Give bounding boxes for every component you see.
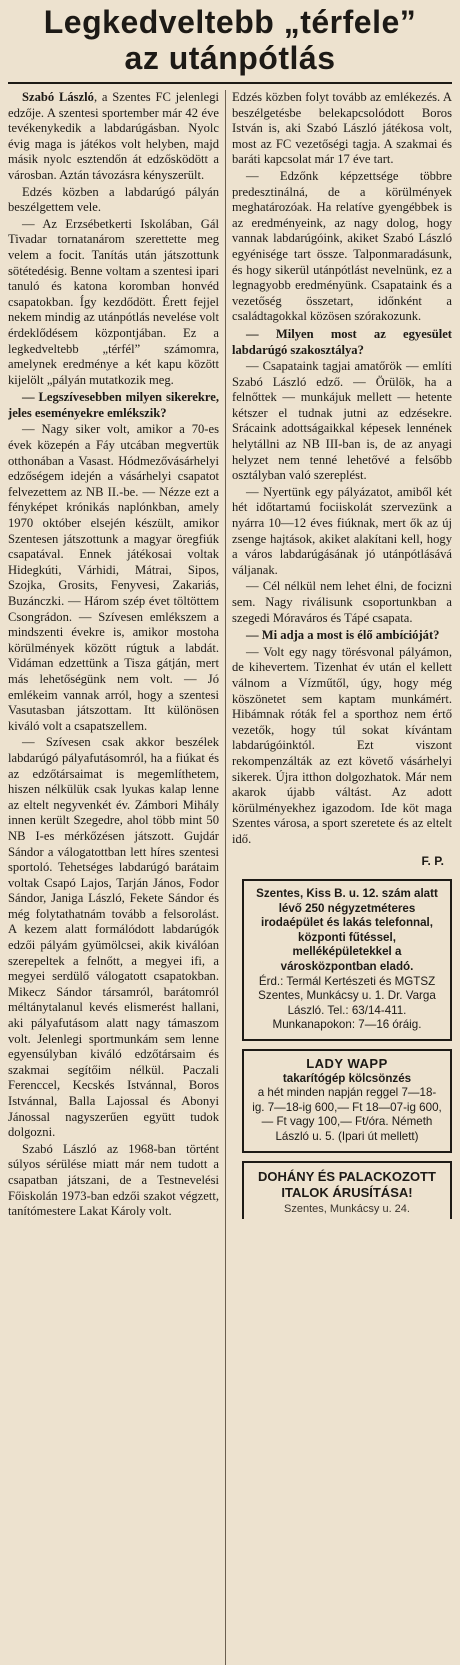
paragraph: — Nyertünk egy pályázatot, amiből két hét időtartamú fociiskolát szervezünk a nyárra 10—12 éves fiúknak, mert ők az új zsenge hajtások, akiket alakítani kell, hogy a város labdarúgásának jó utánpótlásává váljanak. — [232, 484, 452, 577]
headline-line-2: az utánpótlás — [124, 40, 336, 76]
paragraph: — Cél nélkül nem lehet élni, de focizni sem. Nagy riválisunk csoportunkban a szegedi Móraváros és Tápé csapata. — [232, 579, 452, 625]
cleaning-ad-title: LADY WAPP — [306, 1056, 388, 1072]
lead-name: Szabó László — [22, 90, 94, 104]
interview-question: — Milyen most az egyesület labdarúgó szakosztálya? — [232, 326, 452, 357]
real-estate-ad-contact: Érd.: Termál Kertészeti és MGTSZ Szentes, Munkácsy u. 1. Dr. Varga László. Tel.: 63/14-411. Munkanapokon: 7—16 óráig. — [258, 974, 436, 1032]
headline-line-1: Legkedveltebb „térfele” — [43, 4, 417, 40]
paragraph: — Az Erzsébetkerti Iskolában, Gál Tivadar tornatanárom szerettette meg velem a focit. Tanítás után játszottunk sötétedésig. Benne voltam a szentesi ipari tanuló és katona koromban honvéd csapatokban. Így kezdődött. Érett fejjel nekem mindig az utánpótlás nevelése volt érdeklődésem központjában. Ez a legkedveltebb „térfél” számomra, amelynek eredménye a két kapu között kijelölt „pályán mutatkozik meg. — [8, 216, 219, 387]
real-estate-ad — [242, 879, 452, 1041]
real-estate-ad-headline: Szentes, Kiss B. u. 12. szám alatt lévő 250 négyzetméteres irodaépület és lakás telefonnal, központi fűtéssel, melléképületekkel a városközpontban eladó. — [256, 887, 438, 974]
cleaning-machine-ad — [242, 1049, 452, 1153]
paragraph: — Szívesen csak akkor beszélek labdarúgó pályafutásomról, ha a fiúkat és az edzőtársaimat is megemlíthetem, hiszen nélkülük csak lyukas kalap lenne az eltelt negyvenkét év. Zámbori Mihály innen került Szegedre, ahol több mint 50 NB I-es mérkőzésen játszott. Gujdár Sándor a válogatottban lett híres szentesi sportoló. Tehetséges labdarúgó barátaim voltak Csapó Lajos, Tarján János, Fodor Sándor, Janiga László, Fekete Sándor és még folytathatnám tovább a felsorolást. A kezem alatt formálódott labdarúgók edzői pályám gyümölcsei, akik kiválóan szerepeltek a felnőtt, a megyei ifi, a megyei serdülő válogatott csapatokban. Mikecz Sándor társamról, barátomról méltánytalanul kevés elismerést hallani, aki pályafutásom alatt nagy támaszom volt. Jelenlegi sportmunkám sem lenne egyensúlyban kiváló edzőtársaim és szakmai segítőim nélkül. Paczali Ferenccel, Kecskés Istvánnal, Boros Istvánnal, Balla Lajossal és Abonyi Jánossal nagyszerűen együtt tudok dolgozni. — [8, 735, 219, 1140]
interview-question: — Legszívesebben milyen sikerekre, jeles eseményekre emlékszik? — [8, 390, 219, 420]
tobacco-ad-title: DOHÁNY ÉS PALACKOZOTT ITALOK ÁRUSÍTÁSA! — [258, 1168, 436, 1200]
paragraph: — Edzőnk képzettsége többre predesztinálná, de a körülmények meghatározóak. Ha relatíve gyengébbek is az eredményeink, az nagy dolog, hogy vannak labdarúgóink, akiket Szabó László egyénisége tart össze. Talponmaradásunk, és hogy sikerül utánpótlást nevelnünk, ez a legnagyobb eredményünk. Csapataink és a vezetőség összetart, időnként a családtagokkal közösen szórakozunk. — [232, 168, 452, 324]
article-columns — [8, 90, 452, 1665]
headline-rule — [8, 82, 452, 84]
cleaning-ad-text: a hét minden napján reggel 7—18-ig. 7—18-ig 600,— Ft 18—07-ig 600,— Ft vagy 100,— Ft/óra. Németh László u. 5. (Ipari út mellett) — [252, 1086, 442, 1143]
paragraph: Edzés közben a labdarúgó pályán beszélgettem vele. — [8, 184, 219, 215]
cleaning-ad-subtitle: takarítógép kölcsönzés — [282, 1071, 412, 1085]
lead-paragraph — [8, 90, 219, 184]
paragraph: Edzés közben folyt tovább az emlékezés. A beszélgetésbe belekapcsolódott Boros István is, aki Szabó László játékosa volt, most az FC vezetőségi tagja. A szakmai és baráti kapcsolat már 17 éve tart. — [232, 90, 452, 167]
headline — [6, 4, 454, 76]
paragraph: — Csapataink tagjai amatőrök — említi Szabó László edző. — Örülök, ha a felnőttek — munkájuk mellett — hetente kétszer el tudnak jutni az edzésekre. Srácaink adottságaikkal képesek lennének helytállni az NB III-ban is, de az anyagi helyzet nem tenné lehetővé a felsőbb osztályban való szereplést. — [232, 359, 452, 483]
lead-text: , a Szentes FC jelenlegi edzője. A szentesi sportember már 42 éve tevékenykedik a labdarúgásban. Nyolc évig maga is játékos volt helyben, majd másik nyolc esztendőn át edzősködött a városban. Aztán távozásra kényszerült. — [8, 90, 219, 182]
paragraph: — Volt egy nagy törésvonal pályámon, de kihevertem. Tizenhat év után el kellett válnom a Vízműtől, úgy, hogy még köszönetet sem kaptam munkámért. Hibámnak róták fel a sporthoz nem értő vezetők, hogy túl sokat kívántam labdarúgóinktól. Ezt viszont rekompenzálták az ezt követő vásárhelyi sikerek. Újra itthon dolgozhatok. Már nem akarok újabb váltást. Az adott körülményekhez igazodom. Ide köt maga Szentes városa, a sport szeretete és az eltelt idő. — [232, 644, 452, 846]
right-column — [232, 90, 452, 1665]
tobacco-ad-address: Szentes, Munkácsy u. 24. — [284, 1202, 410, 1215]
paragraph: — Nagy siker volt, amikor a 70-es évek közepén a Fáy utcában megvertük otthonában a Vasast. Hódmezővásárhelyi edzőségem idején a vásárhelyi csapatot felvezettem az NB II.-be. — Nézze ezt a fényképet krónikás naplónkban, amely 1970 október elsején készült, amikor Szentesen játszottunk a magyar öregfiúk csapatával. Ennek játékosai voltak Hidegkúti, Várhidi, Mátrai, Sipos, Szojka, Grosits, Fenyvesi, Zakariás, Buzánczki. — Három szép évet töltöttem Csongrádon. — Szívesen emlékszem a mindszenti évekre is, amikor mostoha körülmények között rúgtuk a labdát. Vidáman edzettünk a Tisza gátján, mert más lehetőségünk nem volt. — Jó emlékeim vannak arról, hogy a szentesi Vasutasban játszottam. Itt különösen kiváló volt a csapatszellem. — [8, 422, 219, 733]
column-divider — [225, 90, 226, 1665]
interview-question: — Mi adja a most is élő ambícióját? — [246, 628, 440, 643]
paragraph: Szabó László az 1968-ban történt súlyos sérülése miatt már nem tudott a csapatban játszani, de a Testnevelési Főiskolán 1973-ban edzői szakot végzett, tanítómestere Lakat Károly volt. — [8, 1141, 219, 1219]
author-signature: F. P. — [421, 853, 444, 868]
tobacco-drinks-ad — [242, 1161, 452, 1219]
left-column — [8, 90, 219, 1665]
